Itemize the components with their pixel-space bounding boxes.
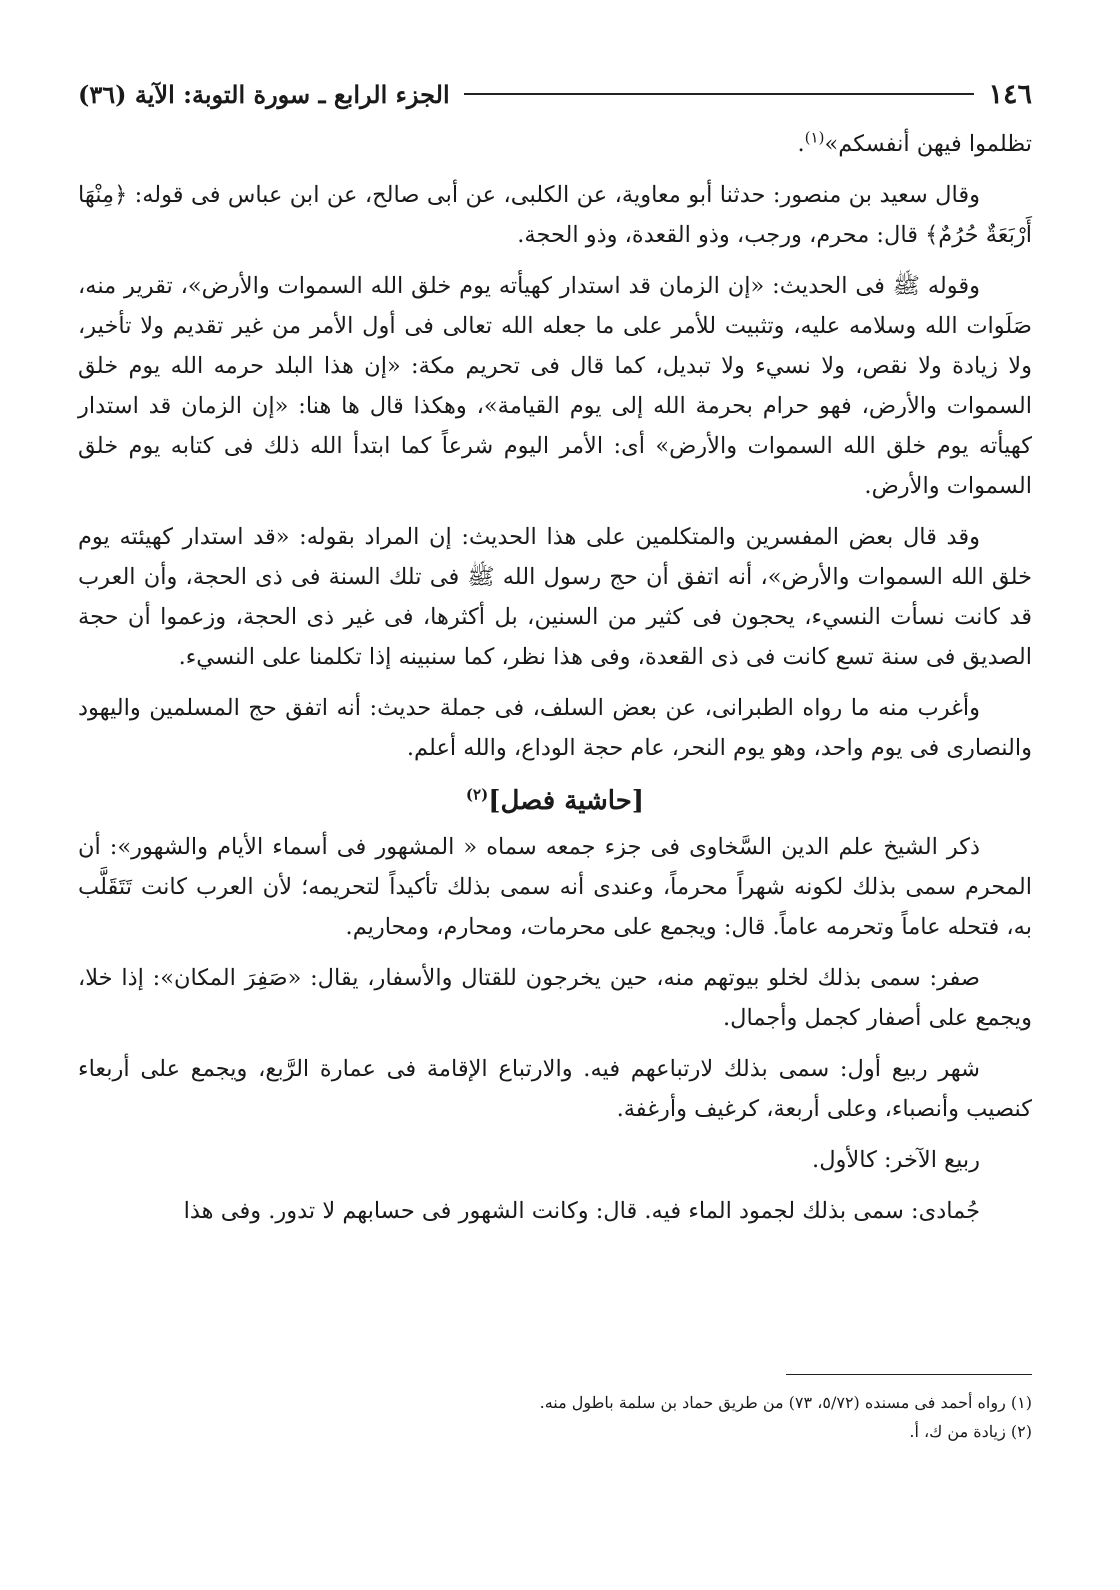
book-page bbox=[78, 72, 1032, 1552]
footnote-rule bbox=[786, 1374, 1032, 1375]
paragraph-6: ذكر الشيخ علم الدين السَّخاوى فى جزء جمعه سماه « المشهور فى أسماء الأيام والشهور»: أن المحرم سمى بذلك لكونه شهراً محرماً، وعندى أنه سمى بذلك تأكيداً لتحريمه؛ لأن العرب كانت تَتَقَلَّب به، فتحله عاماً وتحرمه عاماً. قال: ويجمع على محرمات، ومحارم، ومحاريم. bbox=[78, 834, 1032, 940]
page-number: ١٤٦ bbox=[988, 78, 1032, 110]
paragraph-5: وأغرب منه ما رواه الطبرانى، عن بعض السلف، فى جملة حديث: أنه اتفق حج المسلمين واليهود والنصارى فى يوم واحد، وهو يوم النحر، عام حجة الوداع، والله أعلم. bbox=[78, 695, 1032, 761]
paragraph-1-text: تظلموا فيهن أنفسكم» bbox=[824, 131, 1032, 157]
paragraph-10: جُمادى: سمى بذلك لجمود الماء فيه. قال: وكانت الشهور فى حسابهم لا تدور. وفى هذا bbox=[183, 1198, 980, 1224]
footnote-1: (١) رواه أحمد فى مسنده (٥/٧٢، ٧٣) من طريق حماد بن سلمة باطول منه. bbox=[539, 1393, 1032, 1412]
paragraph-1-tail: . bbox=[797, 131, 805, 157]
footnote-ref-2: (٢) bbox=[465, 785, 489, 804]
paragraph-9: ربيع الآخر: كالأول. bbox=[812, 1147, 980, 1173]
section-heading-text: [حاشية فصل] bbox=[488, 786, 645, 816]
footnote-ref-1: (١) bbox=[804, 128, 825, 147]
footnotes bbox=[78, 1388, 1032, 1446]
header-rule bbox=[464, 93, 975, 95]
paragraph-1 bbox=[78, 124, 1032, 164]
section-heading bbox=[78, 779, 1032, 823]
footnote-2: (٢) زيادة من ك، أ. bbox=[909, 1422, 1032, 1441]
running-title: الجزء الرابع ـ سورة التوبة: الآية (٣٦) bbox=[78, 79, 450, 109]
paragraph-3: وقوله ﷺ فى الحديث: «إن الزمان قد استدار كهيأته يوم خلق الله السموات والأرض»، تقرير منه، صَلَوات الله وسلامه عليه، وتثبيت للأمر على ما جعله الله تعالى فى أول الأمر من غير تقديم ولا تأخير، ولا زيادة ولا نقص، ولا نسيء ولا تبديل، كما قال فى تحريم مكة: «إن هذا البلد حرمه الله يوم خلق السموات والأرض، فهو حرام بحرمة الله إلى يوم القيامة»، وهكذا قال ها هنا: «إن الزمان قد استدار كهيأته يوم خلق الله السموات والأرض» أى: الأمر اليوم شرعاً كما ابتدأ الله ذلك فى كتابه يوم خلق السموات والأرض. bbox=[78, 273, 1032, 499]
paragraph-2: وقال سعيد بن منصور: حدثنا أبو معاوية، عن الكلبى، عن أبى صالح، عن ابن عباس فى قوله: ﴿مِنْهَا أَرْبَعَةٌ حُرُمٌ﴾ قال: محرم، ورجب، وذو القعدة، وذو الحجة. bbox=[78, 182, 1032, 248]
paragraph-8: شهر ربيع أول: سمى بذلك لارتباعهم فيه. والارتباع الإقامة فى عمارة الرَّبع، ويجمع على أربعاء كنصيب وأنصباء، وعلى أربعة، كرغيف وأرغفة. bbox=[78, 1056, 1032, 1122]
page-body bbox=[78, 124, 1032, 1242]
page-header bbox=[78, 72, 1032, 116]
paragraph-4: وقد قال بعض المفسرين والمتكلمين على هذا الحديث: إن المراد بقوله: «قد استدار كهيئته يوم خلق الله السموات والأرض»، أنه اتفق أن حج رسول الله ﷺ فى تلك السنة فى ذى الحجة، وأن العرب قد كانت نسأت النسيء، يحجون فى كثير من السنين، بل أكثرها، فى غير ذى الحجة، وزعموا أن حجة الصديق فى سنة تسع كانت فى ذى القعدة، وفى هذا نظر، كما سنبينه إذا تكلمنا على النسيء. bbox=[78, 524, 1032, 670]
paragraph-7: صفر: سمى بذلك لخلو بيوتهم منه، حين يخرجون للقتال والأسفار، يقال: «صَفِرَ المكان»: إذا خلا، ويجمع على أصفار كجمل وأجمال. bbox=[78, 965, 1032, 1031]
